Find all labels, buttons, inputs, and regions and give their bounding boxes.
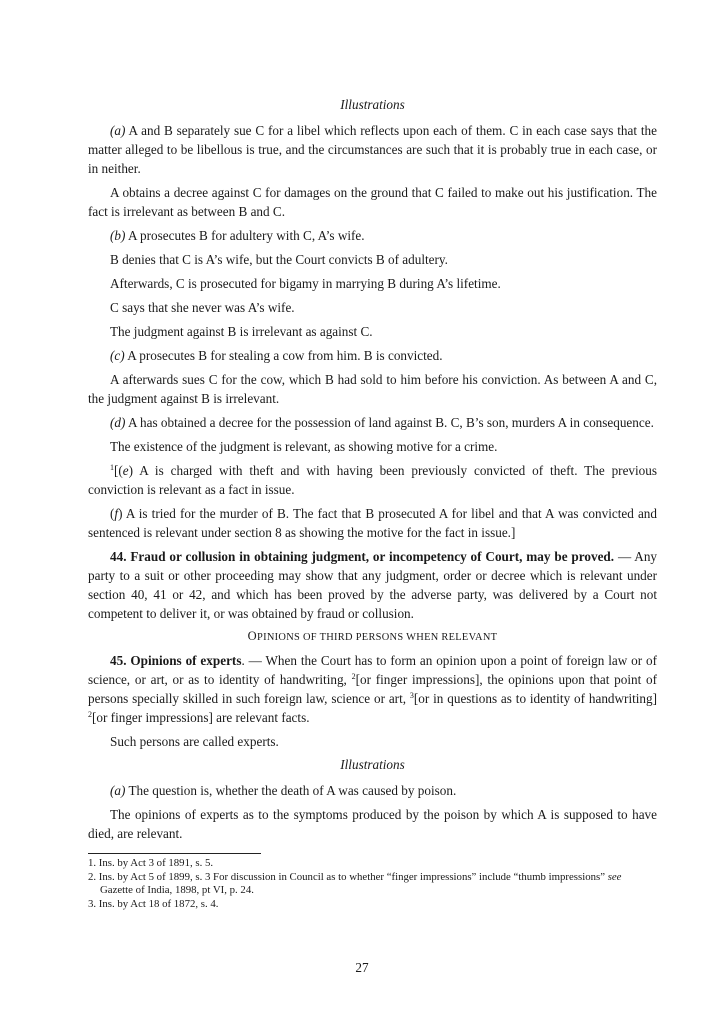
illustration-e-paragraph: [88, 461, 657, 499]
paragraph-text: A obtains a decree against C for damages on the ground that C failed to make out his justification. The fact is irrelevant as between B and C.: [88, 185, 657, 219]
paragraph-text: ) A is tried for the murder of B. The fact that B prosecuted A for libel and that A was convicted and sentenced is relevant under section 8 as showing the motive for the fact in issue.]: [88, 506, 657, 540]
section-44-text: — Any party to a suit or other proceeding may show that any judgment, order or decree which is relevant under section 40, 41 or 42, and which has been proved by the adverse party, was delivered by a Court not competent to deliver it, or was obtained by fraud or collusion.: [88, 549, 658, 621]
illustration-a-paragraph: [88, 121, 657, 178]
illustration-b-paragraph: [88, 226, 657, 245]
illustration-paragraph: [88, 274, 657, 293]
paragraph-text: The opinions of experts as to the symptoms produced by the poison by which A is supposed to have died, are relevant.: [88, 807, 657, 841]
illustrations-heading: Illustrations: [340, 97, 405, 112]
heading-rest: PINIONS OF THIRD PERSONS WHEN RELEVANT: [257, 632, 498, 643]
footnote-marker: 1: [110, 463, 114, 472]
illustration-paragraph: [88, 183, 657, 221]
paragraph-text: A prosecutes B for stealing a cow from him. B is convicted.: [124, 348, 443, 363]
section-45-text: [or finger impressions], the opinions upon that point of persons specially skilled in such foreign law, science or art,: [88, 672, 657, 706]
paragraph-text: A prosecutes B for adultery with C, A’s wife.: [125, 228, 365, 243]
illustration-paragraph: [88, 805, 657, 843]
illustration-label: (c): [110, 348, 125, 363]
illustration-c-paragraph: [88, 346, 657, 365]
paragraph-text: A afterwards sues C for the cow, which B had sold to him before his conviction. As between A and C, the judgment against B is irrelevant.: [88, 372, 657, 406]
illustrations-heading: Illustrations: [340, 757, 405, 772]
experts-note: Such persons are called experts.: [110, 734, 279, 749]
illustration-paragraph: [88, 370, 657, 408]
illustration-label: (a): [110, 783, 126, 798]
heading-initial: O: [247, 629, 257, 643]
illustration-f-paragraph: [88, 504, 657, 542]
document-page: [88, 96, 657, 911]
illustration-d-paragraph: [88, 413, 657, 432]
bracket-open: [(: [114, 463, 123, 478]
paragraph-text: Afterwards, C is prosecuted for bigamy in marrying B during A’s lifetime.: [110, 276, 501, 291]
illustration-paragraph: [88, 322, 657, 341]
footnote-marker: 2: [88, 710, 92, 719]
paragraph-text: A and B separately sue C for a libel which reflects upon each of them. C in each case says that the matter alleged to be libellous is true, and the circumstances are such that it is probably true in each case, or in neither.: [88, 123, 657, 176]
footnote-text: 2. Ins. by Act 5 of 1899, s. 3 For discussion in Council as to whether “finger impressions” include “thumb impressions”: [88, 870, 608, 883]
illustration-a-paragraph: [88, 781, 657, 800]
paragraph-text: The judgment against B is irrelevant as against C.: [110, 324, 373, 339]
footnote-italic: see: [607, 870, 622, 883]
illustration-paragraph: [88, 437, 657, 456]
footnote-3: 3. Ins. by Act 18 of 1872, s. 4.: [88, 897, 219, 910]
section-44-paragraph: [88, 547, 657, 623]
paragraph-text: ) A is charged with theft and with having been previously convicted of theft. The previous conviction is relevant as a fact in issue.: [88, 463, 657, 497]
illustration-label: (b): [110, 228, 126, 243]
section-45-paragraph: [88, 651, 657, 727]
illustration-paragraph: [88, 298, 657, 317]
illustration-label: f: [114, 506, 119, 521]
paragraph-text: The question is, whether the death of A was caused by poison.: [125, 783, 457, 798]
illustration-paragraph: [88, 250, 657, 269]
illustration-label: e: [122, 463, 129, 478]
illustration-label: (d): [110, 415, 126, 430]
footnote-1: 1. Ins. by Act 3 of 1891, s. 5.: [88, 857, 214, 869]
section-45-text: . — When the Court has to form an opinion upon a point of foreign law or of science, or art, or as to identity of handwriting,: [88, 653, 658, 687]
illustration-label: (a): [110, 123, 126, 138]
footnote-2: [88, 871, 657, 898]
page-number: 27: [355, 960, 369, 975]
bracket-open: (: [110, 506, 115, 521]
paragraph-text: A has obtained a decree for the possession of land against B. C, B’s son, murders A in consequence.: [125, 415, 654, 430]
section-45-text: [or finger impressions] are relevant facts.: [92, 710, 310, 725]
section-44-heading: 44. Fraud or collusion in obtaining judgment, or incompetency of Court, may be proved.: [110, 549, 615, 564]
footnote-text: Gazette of India, 1898, pt VI, p. 24.: [100, 884, 254, 897]
footnote-divider: [88, 853, 261, 854]
paragraph-text: B denies that C is A’s wife, but the Court convicts B of adultery.: [110, 252, 448, 267]
footnote-marker: 3: [409, 691, 414, 700]
footnote-marker: 2: [351, 672, 356, 681]
opinions-heading: [88, 628, 657, 646]
paragraph-text: C says that she never was A’s wife.: [110, 300, 295, 315]
section-45-heading: 45. Opinions of experts: [110, 653, 242, 668]
paragraph-text: The existence of the judgment is relevant, as showing motive for a crime.: [110, 439, 498, 454]
section-45-text: [or in questions as to identity of handwriting]: [413, 691, 658, 706]
